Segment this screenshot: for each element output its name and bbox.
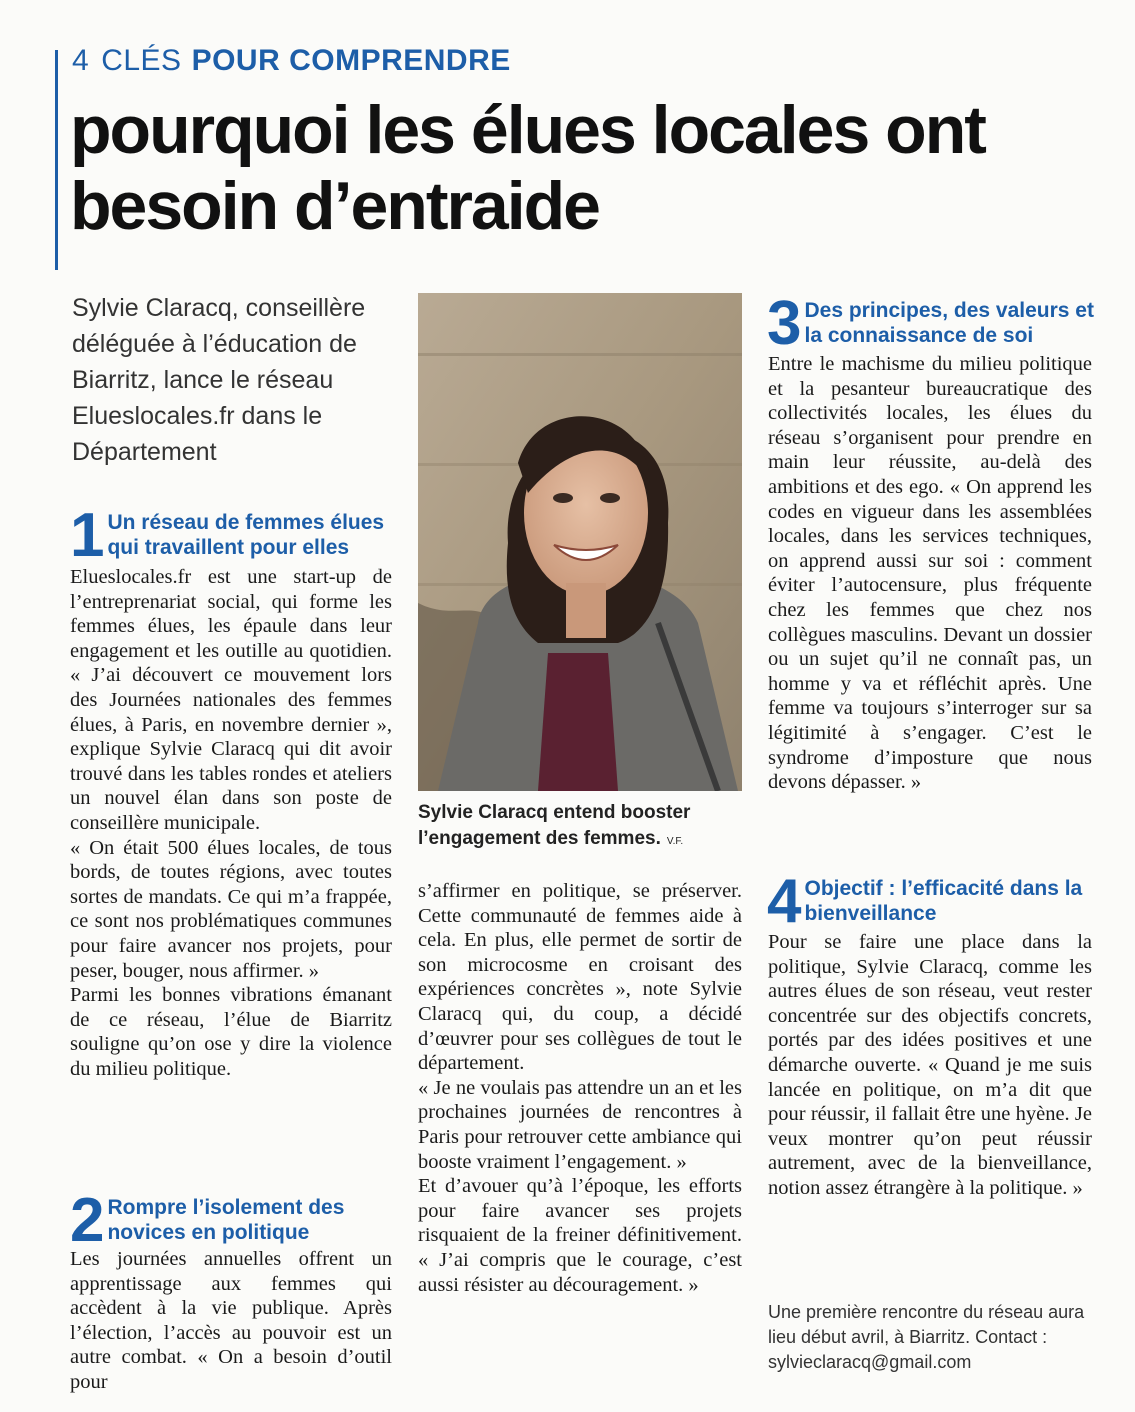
section-3-body xyxy=(768,352,1092,795)
kicker-rule xyxy=(55,50,58,270)
section-1-body xyxy=(70,565,392,1081)
section-1-number: 1 xyxy=(70,501,105,570)
section-2-number: 2 xyxy=(70,1186,105,1255)
headline: pourquoi les élues locales ont besoin d’entraide xyxy=(70,92,985,244)
section-2-continuation xyxy=(418,879,742,1297)
portrait-illustration xyxy=(418,293,742,791)
section-2-continuation-paragraph: Et d’avouer qu’à l’époque, les efforts pour faire avancer ses projets risquaient de la freiner définitivement. « J’ai compris que le courage, c’est aussi résister au découragement. » xyxy=(418,1175,742,1296)
section-2-paragraph: Les journées annuelles offrent un apprentissage aux femmes qui accèdent à la vie publique. Après l’élection, l’accès au pouvoir est un autre combat. « On a besoin d’outil pour xyxy=(70,1248,392,1393)
section-2-continuation-paragraph: s’affirmer en politique, se préserver. Cette communauté de femmes aide à cela. En plus, elle permet de sortir de son microcosme en croisant des expériences concrètes », note Sylvie Claracq qui, du coup, a décidé d’œuvrer pour ses collègues de tout le département. xyxy=(418,880,742,1075)
section-2-body xyxy=(70,1247,392,1395)
section-1-heading xyxy=(70,501,400,570)
section-2-continuation-paragraph: « Je ne voulais pas attendre un an et les prochaines journées de rencontres à Paris pour retrouver cette ambiance qui booste vraiment l’engagement. » xyxy=(418,1076,742,1173)
caption-text: Sylvie Claracq entend booster l’engagement des femmes. xyxy=(418,802,691,849)
section-4-body xyxy=(768,930,1092,1201)
chapo: Sylvie Claracq, conseillère déléguée à l’éducation de Biarritz, lance le réseau Elueslocales.fr dans le Département xyxy=(72,294,366,466)
section-2-title: Rompre l’isolement des novices en politique xyxy=(107,1196,345,1244)
kicker xyxy=(72,44,511,78)
kicker-light: CLÉS xyxy=(101,44,182,77)
section-3-heading xyxy=(767,289,1107,358)
section-3-title: Des principes, des valeurs et la connaissance de soi xyxy=(804,299,1094,347)
section-4-heading xyxy=(767,867,1107,936)
portrait-photo xyxy=(418,293,742,791)
section-1-paragraph: Parmi les bonnes vibrations émanant de ce réseau, l’élue de Biarritz souligne qu’on ose y dire la violence du milieu politique. xyxy=(70,984,392,1080)
section-1-paragraph: Elueslocales.fr est une start-up de l’entreprenariat social, qui forme les femmes élues, les épaule dans leur engagement et les outille au quotidien. « J’ai découvert ce mouvement lors des Journées nationales des femmes élues, à Paris, en novembre dernier », explique Sylvie Claracq qui dit avoir trouvé dans les tables rondes et ateliers un nouvel élan dans son poste de conseillère municipale. xyxy=(70,566,392,834)
photo-caption xyxy=(418,800,748,855)
kicker-bold: POUR COMPRENDRE xyxy=(191,44,511,77)
photo-credit: V.F. xyxy=(666,836,684,847)
kicker-number: 4 xyxy=(72,44,90,77)
section-4-paragraph: Pour se faire une place dans la politique, Sylvie Claracq, comme les autres élues de son réseau, veut rester concentrée sur des objectifs concrets, portés par des idées positives et une démarche ouverte. « Quand je me suis lancée en politique, on m’a dit que pour réussir, il fallait être une hyène. Je veux montrer qu’on peut réussir autrement, avec de la bienveillance, notion assez étrangère à la politique. » xyxy=(768,931,1092,1199)
footnote: Une première rencontre du réseau aura lieu début avril, à Biarritz. Contact : sylvieclaracq@gmail.com xyxy=(768,1302,1085,1372)
section-2-heading xyxy=(70,1186,400,1255)
section-3-paragraph: Entre le machisme du milieu politique et la pesanteur bureaucratique des collectivités locales, les élues du réseau s’organisent pour prendre en main leur réussite, au-delà des ambitions et des ego. « On apprend les codes en vigueur dans les assemblées locales, dans les services techniques, on apprend aussi sur soi : comment éviter l’autocensure, plus fréquente chez les femmes que chez nos collègues masculins. Devant un dossier ou un sujet qu’il ne connaît pas, un homme y va et réfléchit après. Une femme va toujours s’interroger sur sa légitimité à s’engager. C’est le syndrome d’imposture que nous devons dépasser. » xyxy=(768,353,1092,794)
section-3-number: 3 xyxy=(767,289,802,358)
section-4-title: Objectif : l’efficacité dans la bienveillance xyxy=(804,877,1083,925)
section-1-paragraph: « On était 500 élues locales, de tous bords, de toutes régions, avec toutes sortes de mandats. Ce qui m’a frappée, ce sont nos problématiques communes pour faire avancer nos projets, pour peser, bouger, nous affirmer. » xyxy=(70,836,392,982)
section-1-title: Un réseau de femmes élues qui travaillent pour elles xyxy=(107,511,385,559)
section-4-number: 4 xyxy=(767,867,802,936)
